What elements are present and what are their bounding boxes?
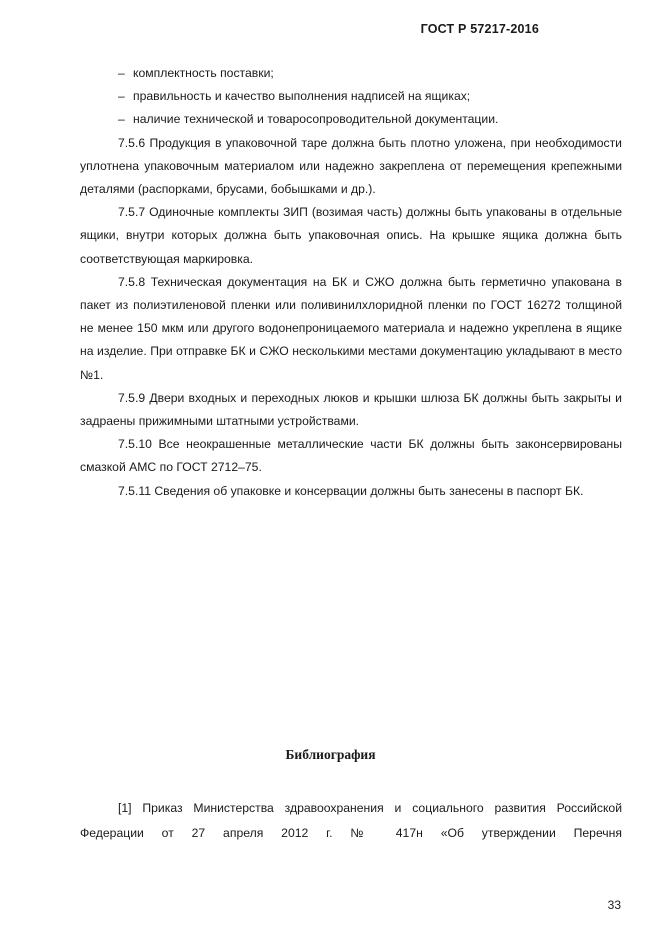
list-item-text: комплектность поставки; [133, 66, 274, 80]
paragraph-7-5-7: 7.5.7 Одиночные комплекты ЗИП (возимая часть) должны быть упакованы в отдельные ящики, внутри которых должна быть упаковочная опись. На крышке ящика должна быть соответствующая маркировка. [80, 205, 622, 266]
document-code-header: ГОСТ Р 57217-2016 [420, 22, 539, 36]
list-bullet: – [118, 89, 125, 104]
document-body [80, 62, 622, 503]
list-item-text: наличие технической и товаросопроводительной документации. [133, 112, 499, 127]
bibliography-entry: [1] Приказ Министерства здравоохранения и социального развития Российской Федерации от 27 апреля 2012 г. № 417н «Об утверждении Перечня [80, 801, 622, 840]
paragraph-7-5-10: 7.5.10 Все неокрашенные металлические части БК должны быть законсервированы смазкой АМС по ГОСТ 2712–75. [80, 437, 622, 475]
list-item [80, 85, 622, 108]
paragraph-7-5-6: 7.5.6 Продукция в упаковочной таре должна быть плотно уложена, при необходимости уплотнена упаковочным материалом или надежно закреплена от перемещения крепежными деталями (распорками, брусами, бобышками и др.). [80, 135, 622, 197]
page-number: 33 [607, 898, 621, 912]
paragraph-7-5-11: 7.5.11 Сведения об упаковке и консервации должны быть занесены в паспорт БК. [118, 483, 584, 498]
list-item-text: правильность и качество выполнения надписей на ящиках; [133, 89, 471, 104]
list-bullet: – [118, 112, 125, 127]
bibliography-list [80, 796, 622, 846]
list-item [80, 62, 622, 85]
bibliography-heading: Библиография [285, 747, 376, 762]
list-item [80, 108, 622, 131]
paragraph-7-5-8: 7.5.8 Техническая документация на БК и СЖО должна быть герметично упакована в пакет из полиэтиленовой пленки или поливинилхлоридной пленки по ГОСТ 16272 толщиной не менее 150 мкм или другого водонепроницаемого материала и надежно укреплена в ящике на изделие. При отправке БК и СЖО несколькими местами документацию укладывают в место №1. [80, 274, 622, 382]
paragraph-7-5-9: 7.5.9 Двери входных и переходных люков и крышки шлюза БК должны быть закрыты и задраены прижимными штатными устройствами. [80, 390, 622, 429]
list-bullet: – [118, 66, 125, 80]
